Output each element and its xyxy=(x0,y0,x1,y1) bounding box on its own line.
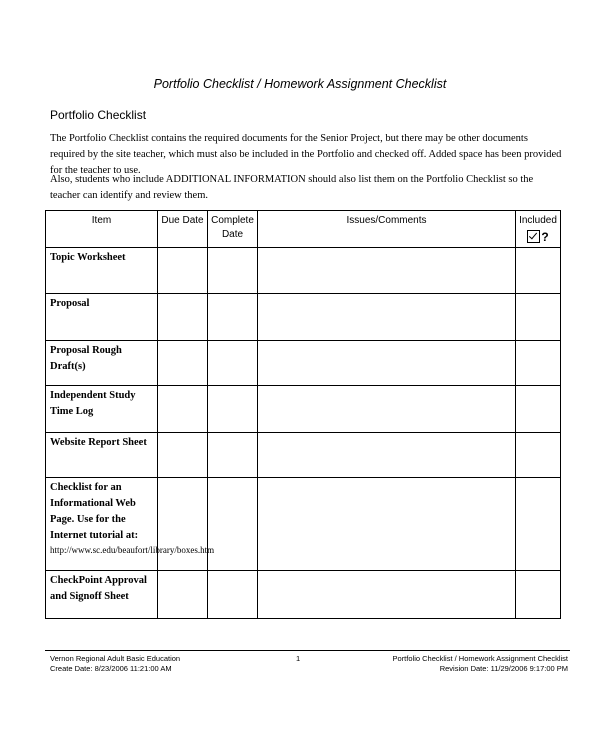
due-date-cell[interactable] xyxy=(158,294,208,341)
due-date-cell[interactable] xyxy=(158,478,208,571)
due-date-cell[interactable] xyxy=(158,248,208,294)
included-cell[interactable] xyxy=(516,478,561,571)
included-cell[interactable] xyxy=(516,386,561,433)
item-label: Proposal Rough Draft(s) xyxy=(50,345,122,372)
intro-paragraph: The Portfolio Checklist contains the required documents for the Senior Project, but there may be other documents required by the site teacher, which must also be included in the Portfolio and checked off. Added space has been provided for the teacher to use. xyxy=(50,133,562,176)
included-cell[interactable] xyxy=(516,341,561,386)
table-row xyxy=(46,294,561,341)
complete-date-cell[interactable] xyxy=(208,386,258,433)
table-row xyxy=(46,386,561,433)
complete-date-cell[interactable] xyxy=(208,478,258,571)
comments-cell[interactable] xyxy=(258,433,516,478)
table-row xyxy=(46,248,561,294)
footer-create-date: Create Date: 8/23/2006 11:21:00 AM xyxy=(50,664,172,673)
included-cell[interactable] xyxy=(516,294,561,341)
header-included-label: Included xyxy=(519,215,557,226)
footer-divider xyxy=(45,650,570,651)
footer-left xyxy=(50,654,180,674)
table-header-row xyxy=(46,211,561,248)
tutorial-link[interactable]: http://www.sc.edu/beaufort/library/boxes.htm xyxy=(50,545,215,555)
footer-right xyxy=(380,654,568,674)
comments-cell[interactable] xyxy=(258,294,516,341)
table-row xyxy=(46,571,561,619)
included-cell[interactable] xyxy=(516,248,561,294)
item-cell xyxy=(46,433,158,478)
item-label: Independent Study Time Log xyxy=(50,390,136,417)
comments-cell[interactable] xyxy=(258,571,516,619)
footer-revision-date: Revision Date: 11/29/2006 9:17:00 PM xyxy=(439,664,568,673)
included-cell[interactable] xyxy=(516,433,561,478)
table-row xyxy=(46,341,561,386)
checkbox-icon xyxy=(527,230,540,243)
included-cell[interactable] xyxy=(516,571,561,619)
item-cell xyxy=(46,386,158,433)
item-label: Topic Worksheet xyxy=(50,252,126,263)
footer-organization: Vernon Regional Adult Basic Education xyxy=(50,654,181,663)
item-label: Checklist for an Informational Web Page. Use for the Internet tutorial at: xyxy=(50,482,139,541)
additional-info-paragraph: Also, students who include ADDITIONAL INFORMATION should also list them on the Portfolio Checklist so the teacher can identify and review them. xyxy=(50,174,534,201)
header-included xyxy=(516,211,561,248)
due-date-cell[interactable] xyxy=(158,341,208,386)
item-cell xyxy=(46,341,158,386)
header-complete-date: Complete Date xyxy=(208,211,258,248)
due-date-cell[interactable] xyxy=(158,433,208,478)
due-date-cell[interactable] xyxy=(158,386,208,433)
section-heading: Portfolio Checklist xyxy=(50,108,147,122)
header-issues-comments: Issues/Comments xyxy=(258,211,516,248)
footer-document-title: Portfolio Checklist / Homework Assignment Checklist xyxy=(392,654,568,663)
table-row xyxy=(46,478,561,571)
portfolio-checklist-table xyxy=(45,210,561,619)
header-included-mark: ? xyxy=(541,230,549,244)
comments-cell[interactable] xyxy=(258,341,516,386)
item-label: CheckPoint Approval and Signoff Sheet xyxy=(50,575,147,602)
item-label: Website Report Sheet xyxy=(50,437,147,448)
comments-cell[interactable] xyxy=(258,248,516,294)
complete-date-cell[interactable] xyxy=(208,341,258,386)
item-label: Proposal xyxy=(50,298,90,309)
table-row xyxy=(46,433,561,478)
due-date-cell[interactable] xyxy=(158,571,208,619)
item-cell xyxy=(46,248,158,294)
item-cell xyxy=(46,571,158,619)
complete-date-cell[interactable] xyxy=(208,571,258,619)
footer-page-number: 1 xyxy=(296,654,301,663)
document-title: Portfolio Checklist / Homework Assignment Checklist xyxy=(153,77,447,91)
item-cell xyxy=(46,294,158,341)
complete-date-cell[interactable] xyxy=(208,248,258,294)
header-due-date: Due Date xyxy=(158,211,208,248)
header-item: Item xyxy=(46,211,158,248)
complete-date-cell[interactable] xyxy=(208,294,258,341)
complete-date-cell[interactable] xyxy=(208,433,258,478)
comments-cell[interactable] xyxy=(258,386,516,433)
item-cell xyxy=(46,478,215,571)
comments-cell[interactable] xyxy=(258,478,516,571)
